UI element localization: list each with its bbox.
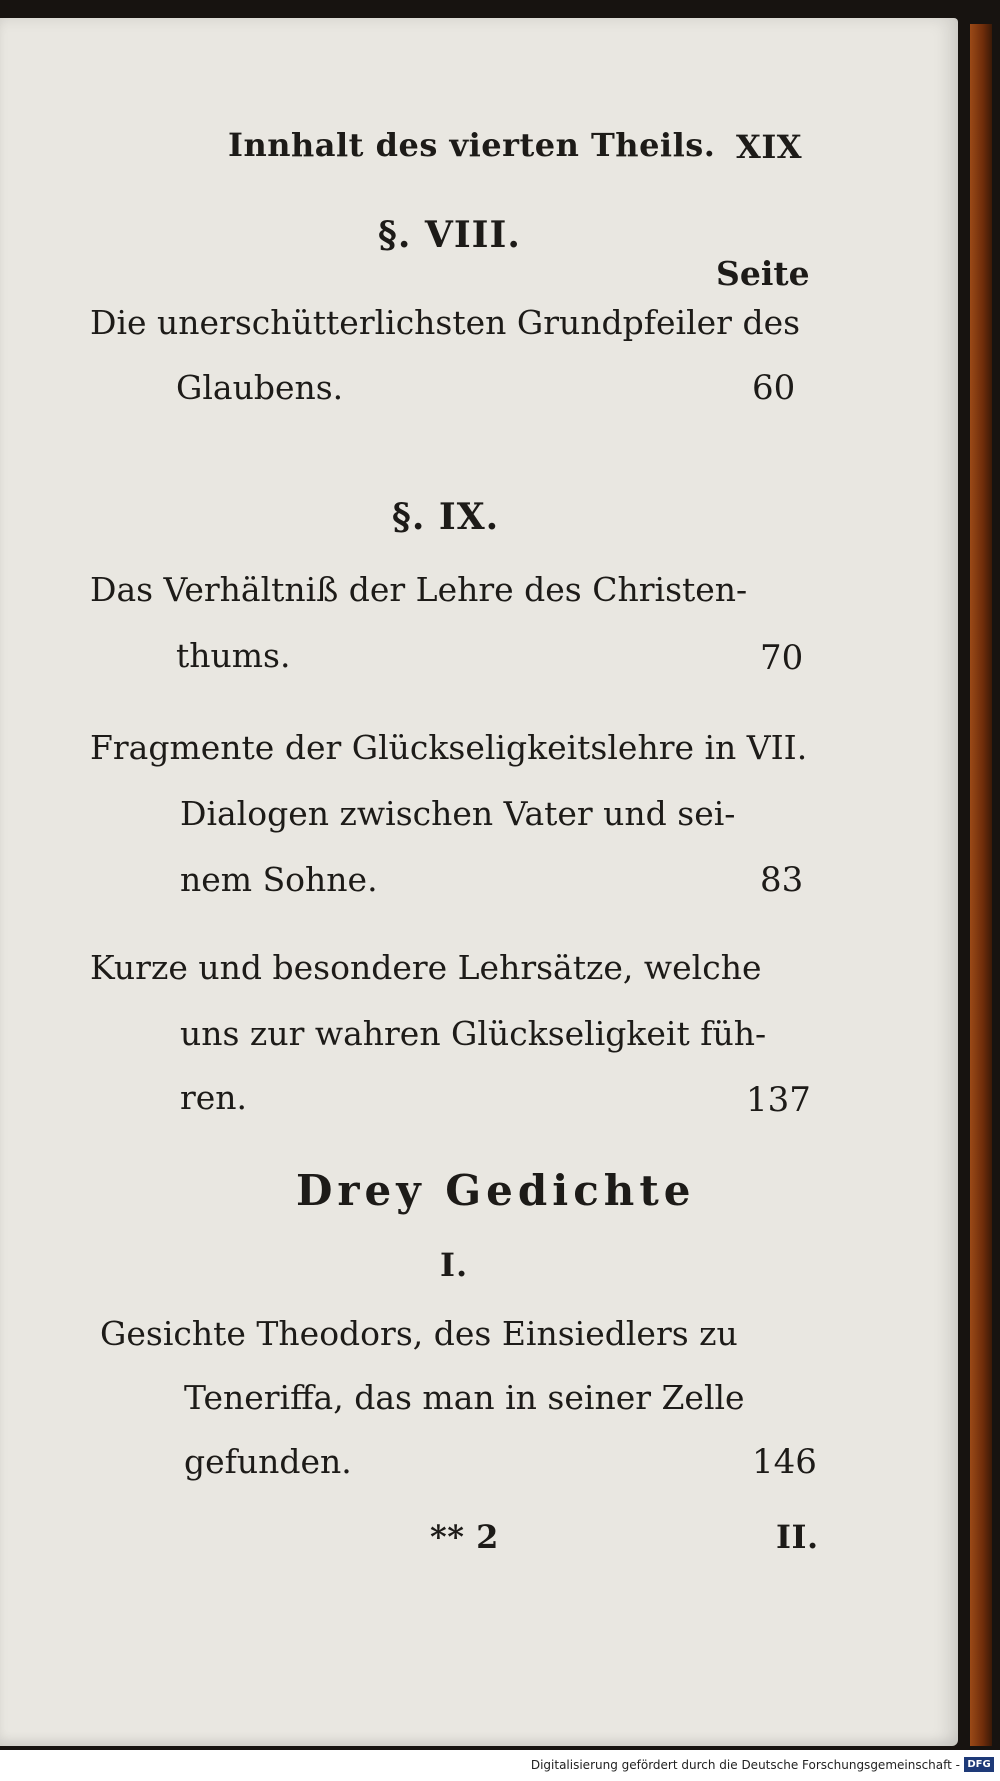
poems-heading: Drey Gedichte: [296, 1166, 696, 1215]
toc-entry-line: ren.: [180, 1078, 248, 1117]
toc-entry-line: Kurze und besondere Lehrsätze, welche: [90, 948, 762, 987]
toc-page-number: 137: [746, 1080, 811, 1120]
catchword: II.: [776, 1518, 819, 1556]
running-header-title: Innhalt des vierten Theils.: [228, 126, 716, 164]
page-column-label: Seite: [716, 254, 810, 293]
toc-entry-line: thums.: [176, 636, 291, 675]
book-page: [0, 18, 958, 1746]
toc-page-number: 70: [760, 638, 804, 678]
toc-entry-line: Dialogen zwischen Vater und sei-: [180, 794, 736, 833]
poem-numeral: I.: [440, 1246, 469, 1284]
toc-entry-line: uns zur wahren Glückseligkeit füh-: [180, 1014, 767, 1053]
toc-entry-line: Die unerschütterlichsten Grundpfeiler des: [90, 303, 801, 342]
digitization-note: Digitalisierung gefördert durch die Deutsche Forschungsgemeinschaft -: [530, 1758, 960, 1772]
book-fore-edge: [970, 24, 992, 1746]
toc-page-number: 60: [752, 368, 796, 408]
toc-entry-line: Das Verhältniß der Lehre des Christen-: [90, 570, 748, 609]
section-8-heading: §. VIII.: [378, 214, 521, 256]
running-header-page-number: XIX: [736, 128, 803, 166]
toc-entry-line: nem Sohne.: [180, 860, 378, 899]
dfg-logo: DFG: [964, 1757, 994, 1772]
toc-entry-line: Gesichte Theodors, des Einsiedlers zu: [100, 1314, 738, 1353]
digitization-footer: [0, 1750, 1000, 1781]
toc-page-number: 83: [760, 860, 804, 900]
toc-page-number: 146: [752, 1442, 817, 1482]
toc-entry-line: gefunden.: [184, 1442, 352, 1481]
section-9-heading: §. IX.: [392, 496, 500, 538]
toc-entry-line: Glaubens.: [176, 368, 344, 407]
toc-entry-line: Teneriffa, das man in seiner Zelle: [184, 1378, 745, 1417]
signature-mark: ** 2: [430, 1518, 499, 1556]
toc-entry-line: Fragmente der Glückseligkeitslehre in VII.: [90, 728, 808, 767]
